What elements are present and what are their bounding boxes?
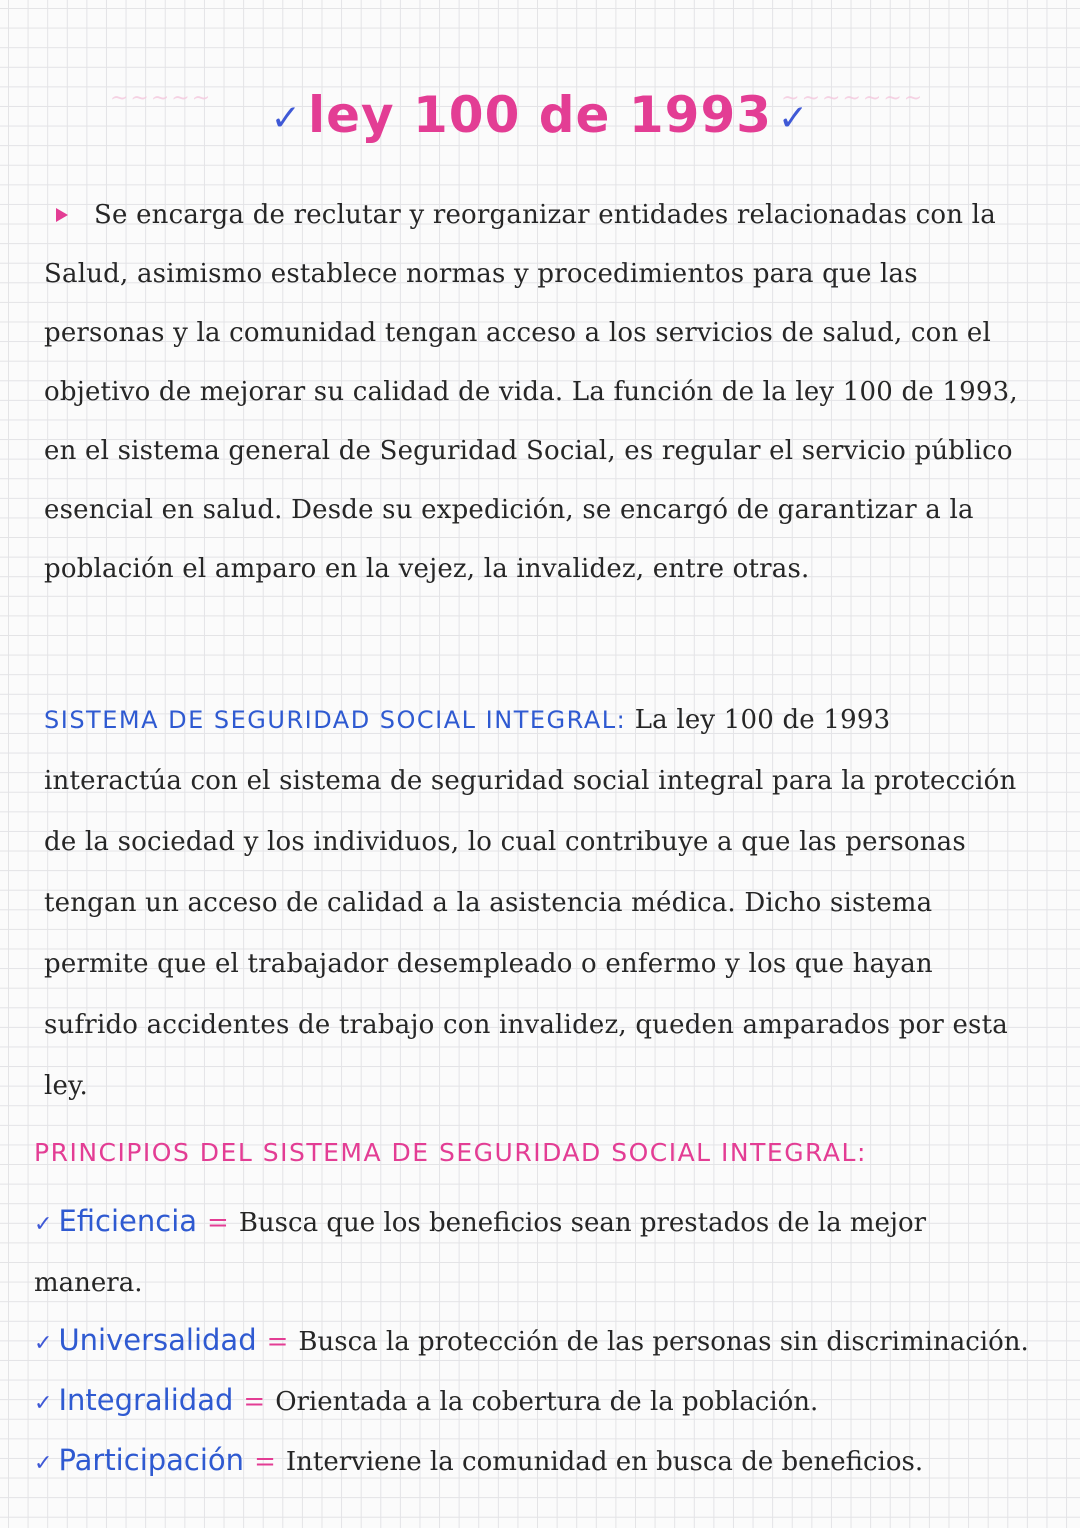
intro-text: Se encarga de reclutar y reorganizar entidades relacionadas con la Salud, asimismo establece normas y procedimientos para que las personas y la comunidad tengan acceso a los servicios de salud, con el objetivo de mejorar su calidad de vida. La función de la ley 100 de 1993, en el sistema general de Seguridad Social, es regular el servicio público esencial en salud. Desde su expedición, se encargó de garantizar a la población el amparo en la vejez, la invalidez, entre otras. — [44, 200, 1018, 584]
check-icon: ✓ — [34, 1331, 53, 1356]
check-icon: ✓ — [270, 98, 302, 139]
check-icon: ✓ — [34, 1451, 53, 1476]
integral-system-text: La ley 100 de 1993 interactúa con el sistema de seguridad social integral para la protección de la sociedad y los individuos, lo cual contribuye a que las personas tengan un acceso de calidad a la asistencia médica. Dicho sistema permite que el trabajador desempleado o enfermo y los que hayan sufrido accidentes de trabajo con invalidez, queden amparados por esta ley. — [44, 705, 1017, 1101]
bleed-through-ink: ~~~~~ ~~~~~~~ — [110, 86, 925, 111]
principle-name: Participación — [58, 1443, 245, 1477]
principle-name: Integralidad — [58, 1383, 234, 1417]
equals-sign: = — [254, 1447, 276, 1477]
principle-item — [34, 1312, 1034, 1372]
page-title — [0, 86, 1080, 144]
equals-sign: = — [243, 1387, 266, 1417]
principle-name: Universalidad — [58, 1323, 257, 1357]
principle-desc: Orientada a la cobertura de la población. — [275, 1387, 819, 1417]
intro-paragraph — [44, 186, 1034, 599]
principle-item — [34, 1372, 1034, 1432]
page-title-text: ley 100 de 1993 — [307, 86, 773, 144]
bullet-icon — [56, 208, 68, 222]
principle-name: Eficiencia — [58, 1204, 198, 1238]
integral-system-paragraph — [44, 690, 1034, 1117]
principle-item — [34, 1432, 1034, 1492]
equals-sign: = — [207, 1208, 229, 1238]
check-icon: ✓ — [34, 1391, 53, 1416]
check-icon: ✓ — [778, 98, 810, 139]
principles-list — [34, 1192, 1034, 1492]
integral-system-heading: SISTEMA DE SEGURIDAD SOCIAL INTEGRAL: — [44, 706, 627, 734]
principle-desc: Interviene la comunidad en busca de beneficios. — [285, 1447, 924, 1477]
principle-item — [34, 1192, 1034, 1312]
principle-desc: Busca que los beneficios sean prestados de la mejor manera. — [34, 1208, 927, 1298]
check-icon: ✓ — [34, 1212, 53, 1237]
principles-heading: PRINCIPIOS DEL SISTEMA DE SEGURIDAD SOCIAL INTEGRAL: — [34, 1138, 867, 1167]
principle-desc: Busca la protección de las personas sin discriminación. — [298, 1327, 1029, 1357]
equals-sign: = — [266, 1327, 289, 1357]
